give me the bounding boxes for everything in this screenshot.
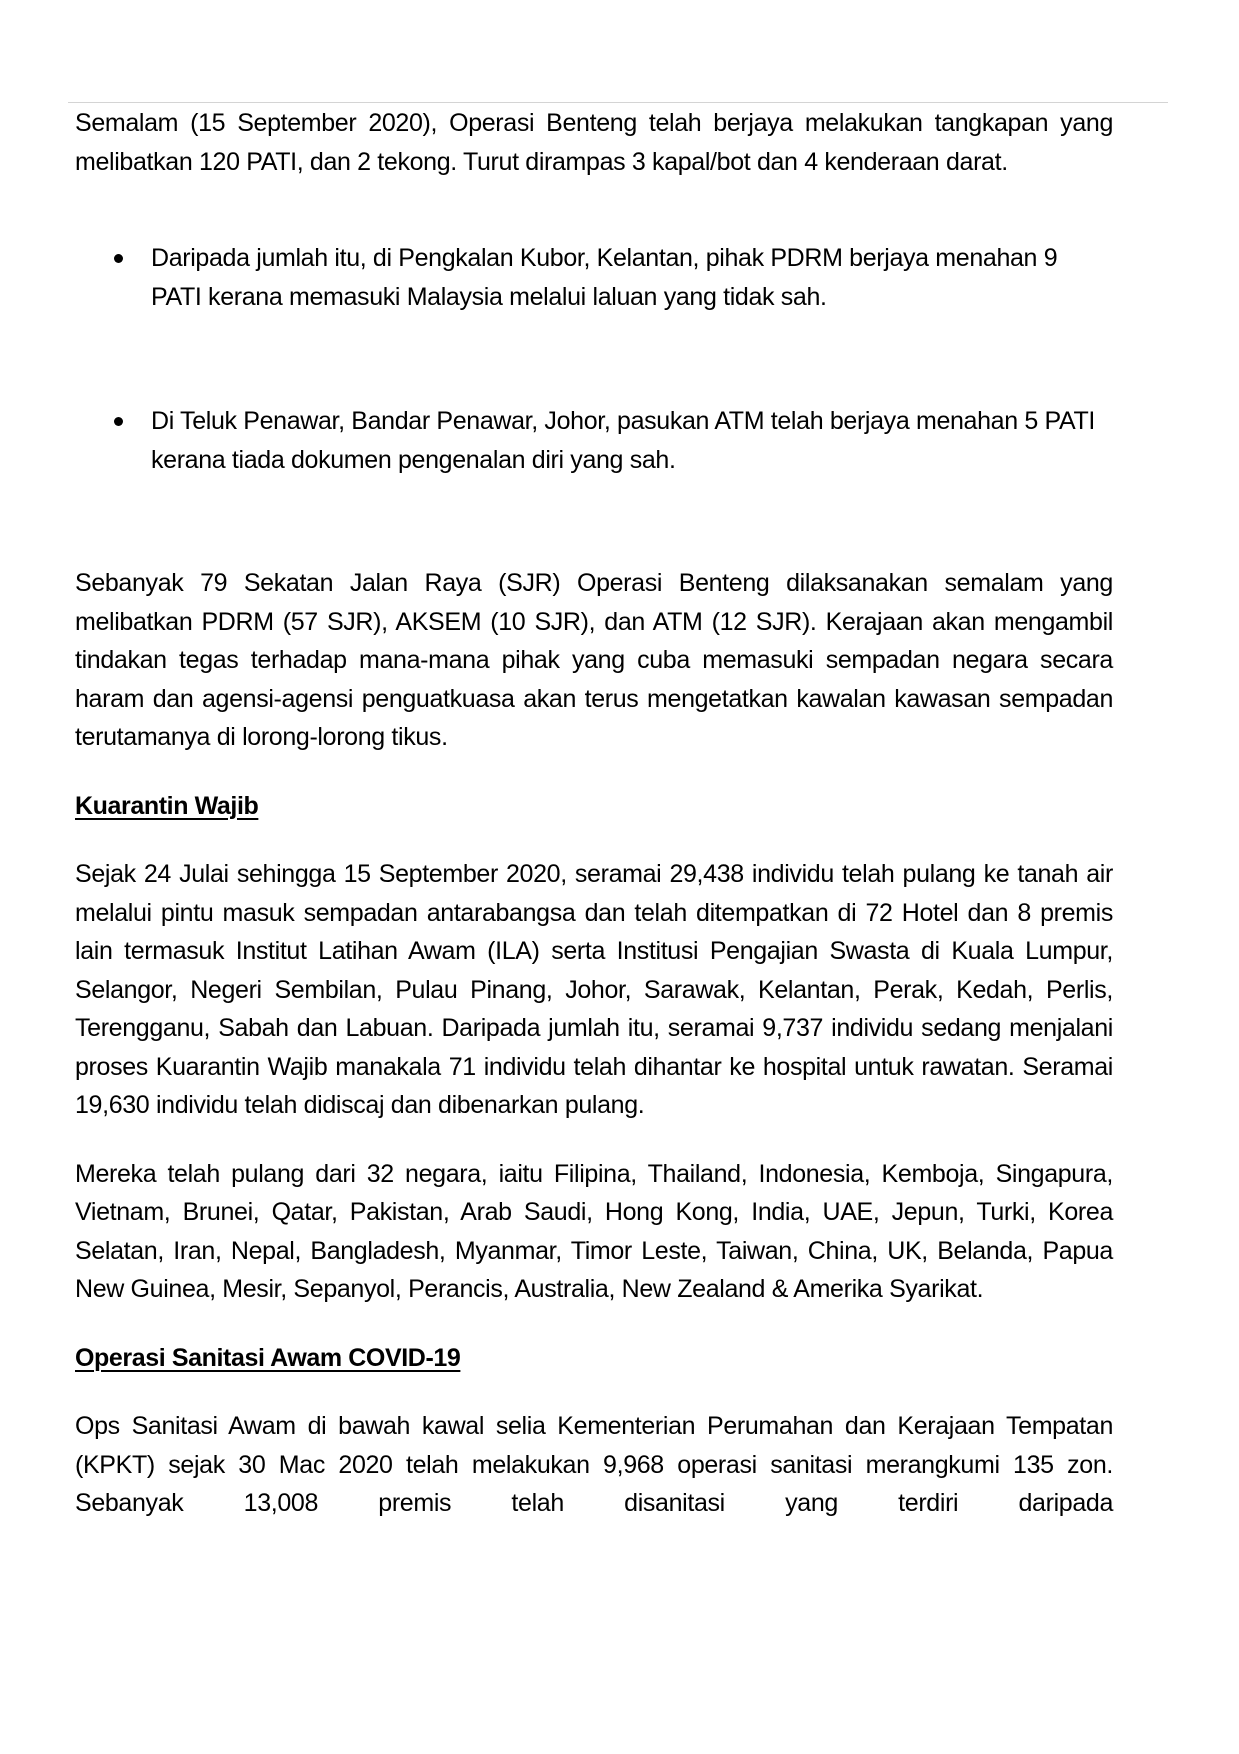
list-item-text: Di Teluk Penawar, Bandar Penawar, Johor, pasukan ATM telah berjaya menahan 5 PATI kerana tiada dokumen pengenalan diri yang sah.	[151, 407, 1095, 474]
document-page	[75, 104, 1113, 1523]
quarantine-paragraph: Sejak 24 Julai sehingga 15 September 2020, seramai 29,438 individu telah pulang ke tanah air melalui pintu masuk sempadan antarabangsa dan telah ditempatkan di 72 Hotel dan 8 premis lain termasuk Institut Latihan Awam (ILA) serta Institusi Pengajian Swasta di Kuala Lumpur, Selangor, Negeri Sembilan, Pulau Pinang, Johor, Sarawak, Kelantan, Perak, Kedah, Perlis, Terengganu, Sabah dan Labuan. Daripada jumlah itu, seramai 9,737 individu sedang menjalani proses Kuarantin Wajib manakala 71 individu telah dihantar ke hospital untuk rawatan. Seramai 19,630 individu telah didiscaj dan dibenarkan pulang.	[75, 860, 1113, 1119]
arrest-details-list	[75, 239, 1113, 479]
spacer	[75, 181, 1113, 239]
spacer	[75, 479, 1113, 564]
section-heading-kuarantin-wajib: Kuarantin Wajib	[75, 791, 259, 820]
sanitation-paragraph: Ops Sanitasi Awam di bawah kawal selia Kementerian Perumahan dan Kerajaan Tempatan (KPKT) sejak 30 Mac 2020 telah melakukan 9,968 operasi sanitasi merangkumi 135 zon. Sebanyak 13,008 premis telah disanitasi yang terdiri daripada	[75, 1412, 1113, 1517]
spacer	[75, 825, 1113, 855]
list-item	[75, 402, 1113, 479]
bullet-icon	[114, 417, 123, 426]
countries-paragraph: Mereka telah pulang dari 32 negara, iaitu Filipina, Thailand, Indonesia, Kemboja, Singapura, Vietnam, Brunei, Qatar, Pakistan, Arab Saudi, Hong Kong, India, UAE, Jepun, Turki, Korea Selatan, Iran, Nepal, Bangladesh, Myanmar, Timor Leste, Taiwan, China, UK, Belanda, Papua New Guinea, Mesir, Sepanyol, Perancis, Australia, New Zealand & Amerika Syarikat.	[75, 1159, 1113, 1303]
sjr-paragraph: Sebanyak 79 Sekatan Jalan Raya (SJR) Operasi Benteng dilaksanakan semalam yang melibatkan PDRM (57 SJR), AKSEM (10 SJR), dan ATM (12 SJR). Kerajaan akan mengambil tindakan tegas terhadap mana-mana pihak yang cuba memasuki sempadan negara secara haram dan agensi-agensi penguatkuasa akan terus mengetatkan kawalan kawasan sempadan terutamanya di lorong-lorong tikus.	[75, 569, 1113, 751]
bullet-icon	[114, 254, 123, 263]
spacer	[75, 1377, 1113, 1407]
page-top-divider	[68, 102, 1168, 103]
section-heading-operasi-sanitasi: Operasi Sanitasi Awam COVID-19	[75, 1343, 461, 1372]
list-item	[75, 239, 1113, 316]
list-item-text: Daripada jumlah itu, di Pengkalan Kubor, Kelantan, pihak PDRM berjaya menahan 9 PATI kerana memasuki Malaysia melalui laluan yang tidak sah.	[151, 244, 1058, 311]
spacer	[75, 1125, 1113, 1155]
spacer	[75, 1309, 1113, 1339]
spacer	[75, 757, 1113, 787]
intro-paragraph: Semalam (15 September 2020), Operasi Benteng telah berjaya melakukan tangkapan yang melibatkan 120 PATI, dan 2 tekong. Turut dirampas 3 kapal/bot dan 4 kenderaan darat.	[75, 109, 1113, 176]
